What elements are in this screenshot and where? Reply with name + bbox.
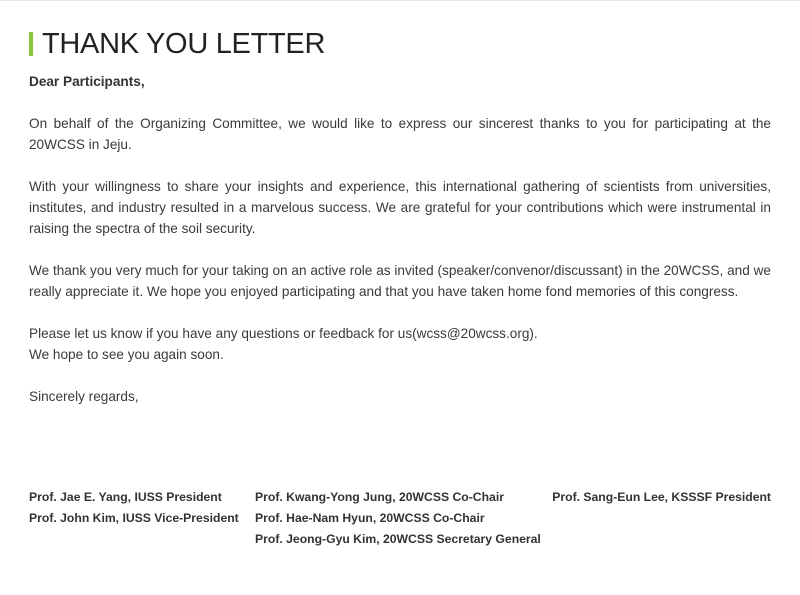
title-accent-bar bbox=[29, 32, 33, 56]
contact-paragraph bbox=[29, 323, 771, 365]
paragraph-thanks: On behalf of the Organizing Committee, we would like to express our sincerest thanks to you for participating at the 20WCSS in Jeju. bbox=[29, 116, 771, 152]
contact-line: Please let us know if you have any questions or feedback for us(wcss@20wcss.org). bbox=[29, 326, 538, 341]
signature-column-1 bbox=[29, 487, 239, 529]
signature-line: Prof. Jeong-Gyu Kim, 20WCSS Secretary General bbox=[255, 532, 541, 546]
letter-body bbox=[29, 71, 771, 407]
paragraph-contributions: With your willingness to share your insights and experience, this international gathering of scientists from universities, institutes, and industry resulted in a marvelous success. We are grateful for your contributions which were instrumental in raising the spectra of the soil security. bbox=[29, 179, 771, 236]
hope-line: We hope to see you again soon. bbox=[29, 347, 224, 362]
signature-column-2 bbox=[255, 487, 541, 550]
letter-title: THANK YOU LETTER bbox=[42, 28, 326, 60]
signature-line: Prof. Kwang-Yong Jung, 20WCSS Co-Chair bbox=[255, 490, 504, 504]
title-row bbox=[29, 27, 325, 61]
letter-greeting: Dear Participants, bbox=[29, 74, 145, 89]
signature-block bbox=[29, 487, 771, 557]
signature-column-3 bbox=[552, 487, 771, 508]
paragraph-active-role: We thank you very much for your taking on an active role as invited (speaker/convenor/discussant) in the 20WCSS, and we really appreciate it. We hope you enjoyed participating and that you have taken home fond memories of this congress. bbox=[29, 263, 771, 299]
signature-line: Prof. Hae-Nam Hyun, 20WCSS Co-Chair bbox=[255, 511, 485, 525]
closing-line: Sincerely regards, bbox=[29, 389, 139, 404]
signature-line: Prof. Sang-Eun Lee, KSSSF President bbox=[552, 490, 771, 504]
signature-line: Prof. John Kim, IUSS Vice-President bbox=[29, 511, 239, 525]
signature-line: Prof. Jae E. Yang, IUSS President bbox=[29, 490, 222, 504]
